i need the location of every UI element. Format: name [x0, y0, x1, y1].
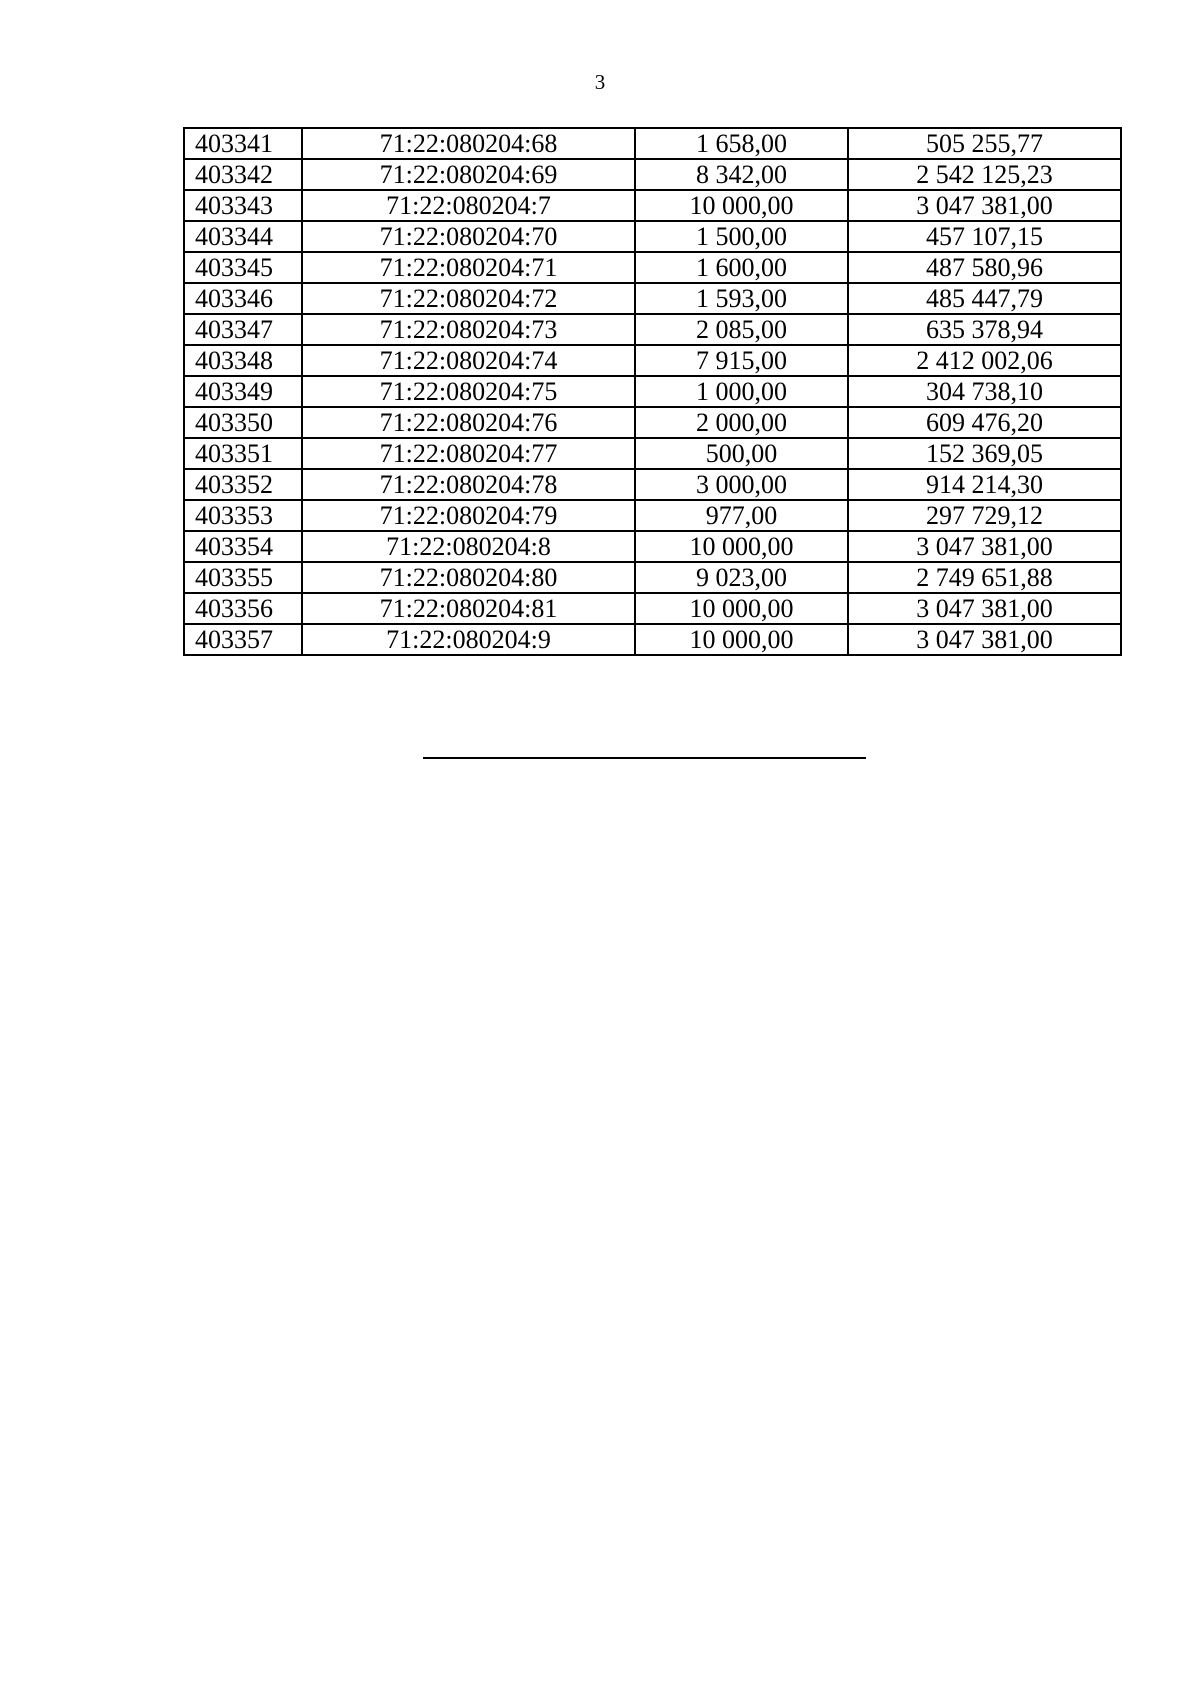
cadastral-value-cell: 3 047 381,00	[848, 531, 1121, 562]
area-cell: 2 085,00	[635, 314, 848, 345]
cadastral-value-cell: 2 542 125,23	[848, 159, 1121, 190]
area-cell: 10 000,00	[635, 190, 848, 221]
table-row	[184, 376, 1121, 407]
area-cell: 7 915,00	[635, 345, 848, 376]
table-row	[184, 314, 1121, 345]
row-id-cell: 403353	[184, 500, 302, 531]
row-id-cell: 403355	[184, 562, 302, 593]
cadastral-number-cell: 71:22:080204:78	[302, 469, 635, 500]
table-row	[184, 562, 1121, 593]
row-id-cell: 403356	[184, 593, 302, 624]
area-cell: 1 500,00	[635, 221, 848, 252]
cadastral-value-cell: 487 580,96	[848, 252, 1121, 283]
cadastral-value-table	[183, 127, 1122, 656]
table-row	[184, 500, 1121, 531]
end-of-document-line	[423, 757, 866, 759]
table-row	[184, 128, 1121, 159]
cadastral-value-cell: 3 047 381,00	[848, 624, 1121, 655]
cadastral-number-cell: 71:22:080204:69	[302, 159, 635, 190]
table-row	[184, 438, 1121, 469]
cadastral-number-cell: 71:22:080204:81	[302, 593, 635, 624]
table-row	[184, 469, 1121, 500]
table-row	[184, 345, 1121, 376]
row-id-cell: 403349	[184, 376, 302, 407]
row-id-cell: 403357	[184, 624, 302, 655]
cadastral-number-cell: 71:22:080204:70	[302, 221, 635, 252]
cadastral-value-cell: 635 378,94	[848, 314, 1121, 345]
cadastral-value-cell: 457 107,15	[848, 221, 1121, 252]
cadastral-value-cell: 505 255,77	[848, 128, 1121, 159]
table-row	[184, 221, 1121, 252]
cadastral-number-cell: 71:22:080204:80	[302, 562, 635, 593]
table-row	[184, 190, 1121, 221]
row-id-cell: 403341	[184, 128, 302, 159]
row-id-cell: 403351	[184, 438, 302, 469]
cadastral-number-cell: 71:22:080204:8	[302, 531, 635, 562]
cadastral-number-cell: 71:22:080204:76	[302, 407, 635, 438]
cadastral-number-cell: 71:22:080204:74	[302, 345, 635, 376]
row-id-cell: 403345	[184, 252, 302, 283]
row-id-cell: 403344	[184, 221, 302, 252]
cadastral-value-cell: 152 369,05	[848, 438, 1121, 469]
area-cell: 1 593,00	[635, 283, 848, 314]
area-cell: 3 000,00	[635, 469, 848, 500]
row-id-cell: 403350	[184, 407, 302, 438]
row-id-cell: 403348	[184, 345, 302, 376]
cadastral-number-cell: 71:22:080204:7	[302, 190, 635, 221]
cadastral-value-cell: 3 047 381,00	[848, 190, 1121, 221]
cadastral-value-cell: 2 412 002,06	[848, 345, 1121, 376]
cadastral-number-cell: 71:22:080204:75	[302, 376, 635, 407]
area-cell: 977,00	[635, 500, 848, 531]
cadastral-number-cell: 71:22:080204:77	[302, 438, 635, 469]
table-row	[184, 159, 1121, 190]
table-body	[184, 128, 1121, 655]
row-id-cell: 403342	[184, 159, 302, 190]
row-id-cell: 403347	[184, 314, 302, 345]
table-row	[184, 624, 1121, 655]
area-cell: 10 000,00	[635, 624, 848, 655]
row-id-cell: 403346	[184, 283, 302, 314]
area-cell: 1 658,00	[635, 128, 848, 159]
row-id-cell: 403354	[184, 531, 302, 562]
cadastral-value-cell: 304 738,10	[848, 376, 1121, 407]
area-cell: 10 000,00	[635, 531, 848, 562]
cadastral-value-cell: 2 749 651,88	[848, 562, 1121, 593]
cadastral-value-cell: 914 214,30	[848, 469, 1121, 500]
cadastral-number-cell: 71:22:080204:9	[302, 624, 635, 655]
cadastral-value-cell: 3 047 381,00	[848, 593, 1121, 624]
table-row	[184, 407, 1121, 438]
cadastral-value-cell: 485 447,79	[848, 283, 1121, 314]
cadastral-number-cell: 71:22:080204:79	[302, 500, 635, 531]
page-number: 3	[594, 70, 606, 94]
table-row	[184, 252, 1121, 283]
area-cell: 2 000,00	[635, 407, 848, 438]
table-row	[184, 593, 1121, 624]
area-cell: 10 000,00	[635, 593, 848, 624]
area-cell: 1 000,00	[635, 376, 848, 407]
cadastral-number-cell: 71:22:080204:68	[302, 128, 635, 159]
area-cell: 8 342,00	[635, 159, 848, 190]
table-row	[184, 531, 1121, 562]
cadastral-number-cell: 71:22:080204:73	[302, 314, 635, 345]
area-cell: 500,00	[635, 438, 848, 469]
row-id-cell: 403343	[184, 190, 302, 221]
cadastral-value-cell: 609 476,20	[848, 407, 1121, 438]
cadastral-number-cell: 71:22:080204:72	[302, 283, 635, 314]
table-row	[184, 283, 1121, 314]
area-cell: 1 600,00	[635, 252, 848, 283]
area-cell: 9 023,00	[635, 562, 848, 593]
row-id-cell: 403352	[184, 469, 302, 500]
cadastral-value-cell: 297 729,12	[848, 500, 1121, 531]
cadastral-number-cell: 71:22:080204:71	[302, 252, 635, 283]
